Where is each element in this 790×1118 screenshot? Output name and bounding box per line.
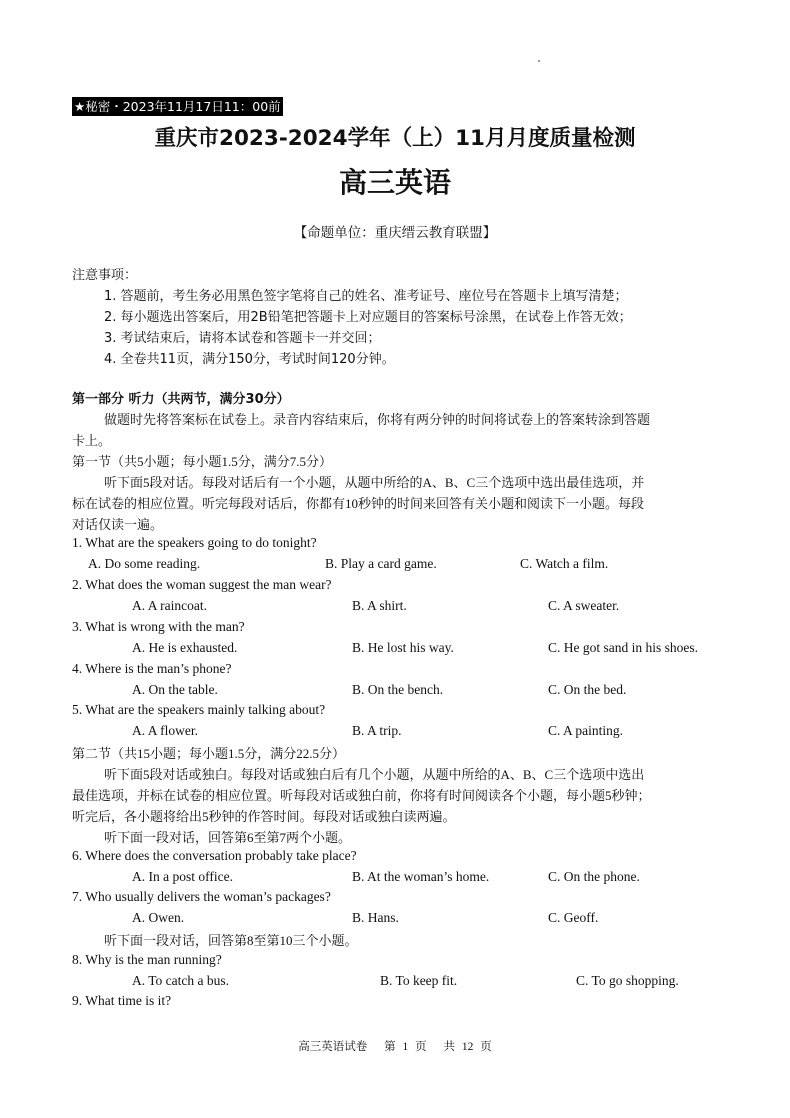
question-2-option-b: B. A shirt. (352, 598, 407, 613)
section2-line3: 听完后，各小题将给出5秒钟的作答时间。每段对话或独白读两遍。 (72, 809, 456, 824)
question-7-stem: 7. Who usually delivers the woman’s packages? (72, 889, 331, 904)
question-5-stem: 5. What are the speakers mainly talking about? (72, 702, 326, 717)
question-7-option-a: A. Owen. (132, 910, 185, 925)
question-6-option-c: C. On the phone. (548, 869, 640, 884)
question-6-stem: 6. Where does the conversation probably take place? (72, 848, 357, 863)
footer-total-suffix: 页 (480, 1041, 492, 1053)
question-8-option-c: C. To go shopping. (576, 973, 679, 988)
section1-line3: 对话仅读一遍。 (72, 517, 164, 532)
question-9-stem: 9. What time is it? (72, 993, 172, 1008)
question-6-option-b: B. At the woman’s home. (352, 869, 490, 884)
question-4-option-b: B. On the bench. (352, 682, 444, 697)
footer-page-number: 1 (402, 1041, 409, 1053)
section1-line2: 标在试卷的相应位置。听完每段对话后，你都有10秒钟的时间来回答有关小题和阅读下一小题。每段 (72, 496, 645, 511)
notice-item-4: 4. 全卷共11页，满分150分，考试时间120分钟。 (104, 352, 395, 367)
question-7-option-b: B. Hans. (352, 910, 399, 925)
question-3-option-b: B. He lost his way. (352, 640, 454, 655)
question-2-stem: 2. What does the woman suggest the man wear? (72, 577, 332, 592)
part1-instruction-line2: 卡上。 (72, 433, 112, 448)
question-8-option-b: B. To keep fit. (380, 973, 458, 988)
footer-page-suffix: 页 (415, 1041, 427, 1053)
issuer-line: 【命题单位：重庆缙云教育联盟】 (293, 225, 497, 241)
footer-total-prefix: 共 (443, 1041, 455, 1053)
question-4-option-a: A. On the table. (132, 682, 218, 697)
question-5-option-b: B. A trip. (352, 723, 402, 738)
subject-title: 高三英语 (338, 166, 451, 199)
question-1-option-b: B. Play a card game. (325, 556, 437, 571)
question-6-option-a: A. In a post office. (132, 869, 233, 884)
question-3-stem: 3. What is wrong with the man? (72, 619, 245, 634)
question-4-stem: 4. Where is the man’s phone? (72, 661, 232, 676)
question-1-option-c: C. Watch a film. (520, 556, 609, 571)
section2-heading: 第二节（共15小题；每小题1.5分，满分22.5分） (72, 746, 346, 761)
group2-instruction: 听下面一段对话，回答第8至第10三个小题。 (104, 933, 358, 948)
part1-instruction-line1: 做题时先将答案标在试卷上。录音内容结束后，你将有两分钟的时间将试卷上的答案转涂到答题 (104, 412, 651, 427)
notice-item-3: 3. 考试结束后，请将本试卷和答题卡一并交回； (104, 331, 381, 346)
exam-title: 重庆市2023-2024学年（上）11月月度质量检测 (154, 126, 636, 151)
page-footer (0, 1038, 790, 1054)
scan-dot (538, 60, 540, 62)
notice-heading: 注意事项： (72, 268, 138, 283)
section2-line1: 听下面5段对话或独白。每段对话或独白后有几个小题，从题中所给的A、B、C三个选项中选出 (104, 767, 645, 782)
group1-instruction: 听下面一段对话，回答第6至第7两个小题。 (104, 830, 352, 845)
notice-item-2: 2. 每小题选出答案后，用2B铅笔把答题卡上对应题目的答案标号涂黑，在试卷上作答无效； (104, 310, 632, 325)
section1-line1: 听下面5段对话。每段对话后有一个小题，从题中所给的A、B、C三个选项中选出最佳选项，并 (104, 475, 645, 490)
question-2-option-c: C. A sweater. (548, 598, 620, 613)
question-3-option-a: A. He is exhausted. (132, 640, 238, 655)
section1-heading: 第一节（共5小题；每小题1.5分，满分7.5分） (72, 454, 333, 469)
question-8-stem: 8. Why is the man running? (72, 952, 222, 967)
part1-heading: 第一部分 听力（共两节，满分30分） (72, 392, 290, 407)
footer-total-pages: 12 (461, 1041, 474, 1053)
question-5-option-a: A. A flower. (132, 723, 198, 738)
question-7-option-c: C. Geoff. (548, 910, 599, 925)
question-8-option-a: A. To catch a bus. (132, 973, 230, 988)
section2-line2: 最佳选项，并标在试卷的相应位置。听每段对话或独白前，你将有时间阅读各个小题，每小题5秒钟； (72, 788, 651, 803)
footer-subject: 高三英语试卷 (298, 1041, 368, 1053)
question-1-option-a: A. Do some reading. (88, 556, 201, 571)
question-2-option-a: A. A raincoat. (132, 598, 207, 613)
question-5-option-c: C. A painting. (548, 723, 624, 738)
footer-page-prefix: 第 (384, 1041, 396, 1053)
question-3-option-c: C. He got sand in his shoes. (548, 640, 698, 655)
question-1-stem: 1. What are the speakers going to do tonight? (72, 535, 317, 550)
notice-item-1: 1. 答题前，考生务必用黑色签字笔将自己的姓名、准考证号、座位号在答题卡上填写清楚； (104, 289, 628, 304)
secret-banner: ★秘密・2023年11月17日11：00前 (74, 99, 281, 114)
question-4-option-c: C. On the bed. (548, 682, 627, 697)
